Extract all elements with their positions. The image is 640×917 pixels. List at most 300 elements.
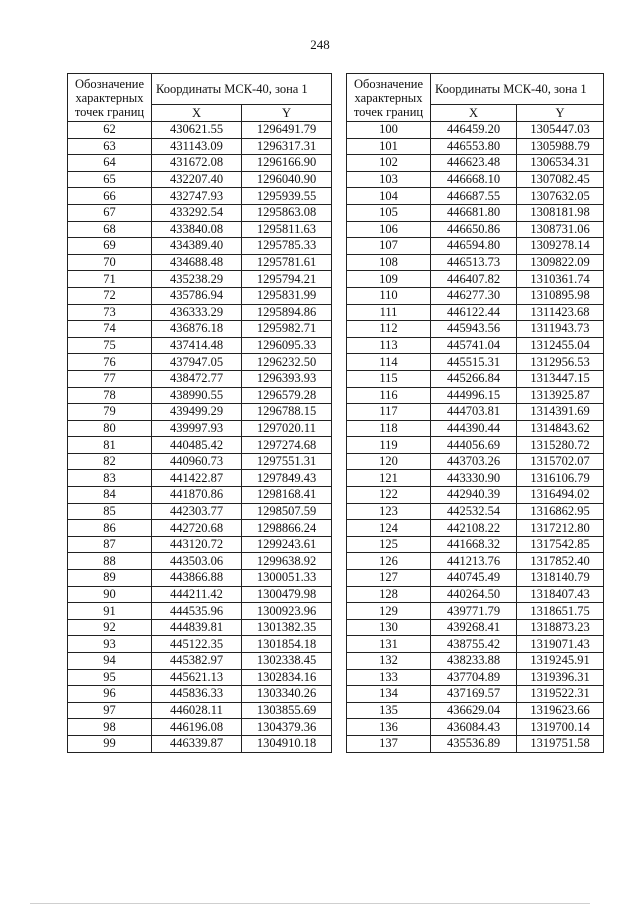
x-cell: 442532.54 [431,503,517,520]
x-cell: 445382.97 [152,653,242,670]
x-cell: 445943.56 [431,321,517,338]
x-cell: 445266.84 [431,370,517,387]
point-id-cell: 78 [68,387,152,404]
table-row [347,122,604,139]
table-row [68,487,332,504]
point-id-cell: 90 [68,586,152,603]
table-row [68,503,332,520]
table-row [68,702,332,719]
point-id-cell: 137 [347,735,431,752]
x-cell: 446339.87 [152,735,242,752]
y-cell: 1318407.43 [517,586,604,603]
x-cell: 446407.82 [431,271,517,288]
point-id-cell: 103 [347,171,431,188]
header-x: X [431,105,517,122]
y-cell: 1295982.71 [242,321,332,338]
x-cell: 446687.55 [431,188,517,205]
table-row [68,669,332,686]
point-id-cell: 83 [68,470,152,487]
y-cell: 1295794.21 [242,271,332,288]
table-row [347,404,604,421]
x-cell: 445621.13 [152,669,242,686]
y-cell: 1298168.41 [242,487,332,504]
point-id-cell: 117 [347,404,431,421]
y-cell: 1295863.08 [242,204,332,221]
point-id-cell: 97 [68,702,152,719]
point-id-cell: 96 [68,686,152,703]
table-row [347,387,604,404]
x-cell: 445122.35 [152,636,242,653]
x-cell: 446553.80 [431,138,517,155]
y-cell: 1317852.40 [517,553,604,570]
y-cell: 1316494.02 [517,487,604,504]
x-cell: 444839.81 [152,619,242,636]
y-cell: 1295785.33 [242,238,332,255]
point-id-cell: 75 [68,337,152,354]
table-row [347,719,604,736]
y-cell: 1296040.90 [242,171,332,188]
y-cell: 1295894.86 [242,304,332,321]
point-id-cell: 136 [347,719,431,736]
table-row [347,453,604,470]
x-cell: 439997.93 [152,420,242,437]
left-table-body [68,122,332,753]
table-row [68,370,332,387]
table-row [347,370,604,387]
x-cell: 446623.48 [431,155,517,172]
x-cell: 435536.89 [431,735,517,752]
point-id-cell: 131 [347,636,431,653]
table-row [347,204,604,221]
coordinates-table-left [67,73,332,753]
table-row [347,271,604,288]
x-cell: 439771.79 [431,603,517,620]
x-cell: 441668.32 [431,536,517,553]
x-cell: 437414.48 [152,337,242,354]
y-cell: 1313925.87 [517,387,604,404]
table-row [347,686,604,703]
point-id-cell: 124 [347,520,431,537]
point-id-cell: 130 [347,619,431,636]
point-id-cell: 108 [347,254,431,271]
point-id-cell: 110 [347,287,431,304]
x-cell: 436629.04 [431,702,517,719]
x-cell: 437169.57 [431,686,517,703]
point-id-cell: 85 [68,503,152,520]
y-cell: 1296166.90 [242,155,332,172]
page-number: 248 [310,37,330,52]
x-cell: 445836.33 [152,686,242,703]
point-id-cell: 71 [68,271,152,288]
x-cell: 446650.86 [431,221,517,238]
point-id-cell: 94 [68,653,152,670]
header-y: Y [242,105,332,122]
point-id-cell: 68 [68,221,152,238]
x-cell: 432747.93 [152,188,242,205]
point-id-cell: 79 [68,404,152,421]
x-cell: 442940.39 [431,487,517,504]
x-cell: 443503.06 [152,553,242,570]
header-coords-group: Координаты МСК-40, зона 1 [431,74,604,105]
table-row [347,503,604,520]
table-row [68,553,332,570]
x-cell: 446196.08 [152,719,242,736]
coordinates-table-right [346,73,604,753]
x-cell: 434688.48 [152,254,242,271]
x-cell: 444211.42 [152,586,242,603]
y-cell: 1297020.11 [242,420,332,437]
table-row [347,171,604,188]
y-cell: 1309822.09 [517,254,604,271]
y-cell: 1311423.68 [517,304,604,321]
point-id-cell: 105 [347,204,431,221]
x-cell: 434389.40 [152,238,242,255]
scan-edge-line [30,903,590,904]
x-cell: 440745.49 [431,570,517,587]
x-cell: 438990.55 [152,387,242,404]
table-row [68,536,332,553]
point-id-cell: 64 [68,155,152,172]
y-cell: 1295781.61 [242,254,332,271]
x-cell: 443120.72 [152,536,242,553]
y-cell: 1312956.53 [517,354,604,371]
y-cell: 1315702.07 [517,453,604,470]
point-id-cell: 118 [347,420,431,437]
y-cell: 1316106.79 [517,470,604,487]
table-row [347,254,604,271]
x-cell: 446594.80 [431,238,517,255]
y-cell: 1303855.69 [242,702,332,719]
table-row [68,204,332,221]
x-cell: 438233.88 [431,653,517,670]
table-row [68,735,332,752]
x-cell: 446513.73 [431,254,517,271]
y-cell: 1319522.31 [517,686,604,703]
table-row [347,287,604,304]
y-cell: 1299243.61 [242,536,332,553]
table-row [68,453,332,470]
y-cell: 1310895.98 [517,287,604,304]
table-row [68,586,332,603]
y-cell: 1318140.79 [517,570,604,587]
table-row [347,437,604,454]
x-cell: 446277.30 [431,287,517,304]
y-cell: 1312455.04 [517,337,604,354]
x-cell: 432207.40 [152,171,242,188]
x-cell: 441422.87 [152,470,242,487]
y-cell: 1302338.45 [242,653,332,670]
table-row [347,702,604,719]
table-row [68,619,332,636]
table-row [68,138,332,155]
table-row [68,337,332,354]
x-cell: 439268.41 [431,619,517,636]
point-id-cell: 100 [347,122,431,139]
y-cell: 1298507.59 [242,503,332,520]
x-cell: 444535.96 [152,603,242,620]
y-cell: 1318651.75 [517,603,604,620]
point-id-cell: 109 [347,271,431,288]
y-cell: 1296232.50 [242,354,332,371]
x-cell: 440960.73 [152,453,242,470]
y-cell: 1307082.45 [517,171,604,188]
x-cell: 442720.68 [152,520,242,537]
table-row [68,437,332,454]
point-id-cell: 65 [68,171,152,188]
point-id-cell: 99 [68,735,152,752]
x-cell: 446668.10 [431,171,517,188]
table-row [68,686,332,703]
table-row [68,221,332,238]
point-id-cell: 112 [347,321,431,338]
y-cell: 1319751.58 [517,735,604,752]
point-id-cell: 80 [68,420,152,437]
x-cell: 444056.69 [431,437,517,454]
y-cell: 1296579.28 [242,387,332,404]
y-cell: 1305447.03 [517,122,604,139]
table-row [347,653,604,670]
y-cell: 1313447.15 [517,370,604,387]
point-id-cell: 133 [347,669,431,686]
x-cell: 437704.89 [431,669,517,686]
point-id-cell: 129 [347,603,431,620]
point-id-cell: 88 [68,553,152,570]
point-id-cell: 126 [347,553,431,570]
y-cell: 1295939.55 [242,188,332,205]
y-cell: 1314843.62 [517,420,604,437]
y-cell: 1307632.05 [517,188,604,205]
table-row [347,188,604,205]
y-cell: 1316862.95 [517,503,604,520]
table-row [347,487,604,504]
y-cell: 1302834.16 [242,669,332,686]
y-cell: 1306534.31 [517,155,604,172]
point-id-cell: 69 [68,238,152,255]
x-cell: 443866.88 [152,570,242,587]
table-row [347,553,604,570]
y-cell: 1299638.92 [242,553,332,570]
table-row [68,155,332,172]
x-cell: 436084.43 [431,719,517,736]
x-cell: 442303.77 [152,503,242,520]
table-row [68,719,332,736]
y-cell: 1298866.24 [242,520,332,537]
table-row [68,636,332,653]
y-cell: 1309278.14 [517,238,604,255]
y-cell: 1305988.79 [517,138,604,155]
y-cell: 1296788.15 [242,404,332,421]
y-cell: 1303340.26 [242,686,332,703]
x-cell: 446459.20 [431,122,517,139]
y-cell: 1319623.66 [517,702,604,719]
point-id-cell: 115 [347,370,431,387]
table-row [347,520,604,537]
table-row [347,470,604,487]
point-id-cell: 82 [68,453,152,470]
x-cell: 446122.44 [431,304,517,321]
y-cell: 1297274.68 [242,437,332,454]
table-row [347,155,604,172]
y-cell: 1317212.80 [517,520,604,537]
table-row [347,354,604,371]
y-cell: 1297551.31 [242,453,332,470]
x-cell: 437947.05 [152,354,242,371]
table-row [68,122,332,139]
table-row [347,586,604,603]
y-cell: 1296393.93 [242,370,332,387]
point-id-cell: 92 [68,619,152,636]
point-id-cell: 63 [68,138,152,155]
table-row [347,570,604,587]
y-cell: 1311943.73 [517,321,604,338]
y-cell: 1301854.18 [242,636,332,653]
x-cell: 433840.08 [152,221,242,238]
x-cell: 445741.04 [431,337,517,354]
y-cell: 1304910.18 [242,735,332,752]
y-cell: 1295831.99 [242,287,332,304]
table-row [68,570,332,587]
y-cell: 1301382.35 [242,619,332,636]
point-id-cell: 134 [347,686,431,703]
point-id-cell: 70 [68,254,152,271]
point-id-cell: 135 [347,702,431,719]
y-cell: 1315280.72 [517,437,604,454]
x-cell: 436876.18 [152,321,242,338]
y-cell: 1300051.33 [242,570,332,587]
x-cell: 438755.42 [431,636,517,653]
y-cell: 1319700.14 [517,719,604,736]
table-row [68,653,332,670]
point-id-cell: 74 [68,321,152,338]
table-row [68,287,332,304]
y-cell: 1304379.36 [242,719,332,736]
table-row [68,188,332,205]
y-cell: 1296095.33 [242,337,332,354]
point-id-cell: 73 [68,304,152,321]
y-cell: 1314391.69 [517,404,604,421]
table-row [347,636,604,653]
point-id-cell: 62 [68,122,152,139]
x-cell: 431672.08 [152,155,242,172]
x-cell: 444390.44 [431,420,517,437]
point-id-cell: 84 [68,487,152,504]
y-cell: 1296317.31 [242,138,332,155]
table-row [68,520,332,537]
table-row [68,603,332,620]
x-cell: 435786.94 [152,287,242,304]
point-id-cell: 116 [347,387,431,404]
point-id-cell: 114 [347,354,431,371]
point-id-cell: 123 [347,503,431,520]
header-x: X [152,105,242,122]
table-row [347,603,604,620]
y-cell: 1308181.98 [517,204,604,221]
y-cell: 1310361.74 [517,271,604,288]
table-row [347,304,604,321]
x-cell: 436333.29 [152,304,242,321]
table-row [68,354,332,371]
point-id-cell: 91 [68,603,152,620]
y-cell: 1295811.63 [242,221,332,238]
table-row [68,238,332,255]
point-id-cell: 89 [68,570,152,587]
x-cell: 433292.54 [152,204,242,221]
point-id-cell: 127 [347,570,431,587]
point-id-cell: 119 [347,437,431,454]
table-row [68,321,332,338]
x-cell: 446681.80 [431,204,517,221]
x-cell: 445515.31 [431,354,517,371]
point-id-cell: 102 [347,155,431,172]
y-cell: 1296491.79 [242,122,332,139]
x-cell: 443703.26 [431,453,517,470]
y-cell: 1319071.43 [517,636,604,653]
x-cell: 435238.29 [152,271,242,288]
point-id-cell: 121 [347,470,431,487]
table-row [68,420,332,437]
y-cell: 1300479.98 [242,586,332,603]
table-row [347,669,604,686]
y-cell: 1300923.96 [242,603,332,620]
point-id-cell: 132 [347,653,431,670]
table-row [347,238,604,255]
table-row [347,420,604,437]
x-cell: 430621.55 [152,122,242,139]
header-y: Y [517,105,604,122]
x-cell: 444996.15 [431,387,517,404]
table-row [347,619,604,636]
x-cell: 439499.29 [152,404,242,421]
y-cell: 1319396.31 [517,669,604,686]
point-id-cell: 122 [347,487,431,504]
table-row [68,404,332,421]
y-cell: 1297849.43 [242,470,332,487]
point-id-cell: 86 [68,520,152,537]
table-row [68,254,332,271]
point-id-cell: 95 [68,669,152,686]
x-cell: 443330.90 [431,470,517,487]
point-id-cell: 98 [68,719,152,736]
table-row [347,536,604,553]
point-id-cell: 77 [68,370,152,387]
point-id-cell: 107 [347,238,431,255]
point-id-cell: 120 [347,453,431,470]
header-designation: Обозначение характерных точек границ [68,74,152,122]
x-cell: 441213.76 [431,553,517,570]
point-id-cell: 76 [68,354,152,371]
header-designation: Обозначение характерных точек границ [347,74,431,122]
right-table-body [347,122,604,753]
x-cell: 431143.09 [152,138,242,155]
point-id-cell: 113 [347,337,431,354]
table-row [68,470,332,487]
x-cell: 441870.86 [152,487,242,504]
point-id-cell: 66 [68,188,152,205]
point-id-cell: 125 [347,536,431,553]
point-id-cell: 93 [68,636,152,653]
point-id-cell: 104 [347,188,431,205]
point-id-cell: 111 [347,304,431,321]
table-row [68,304,332,321]
point-id-cell: 87 [68,536,152,553]
y-cell: 1319245.91 [517,653,604,670]
table-row [347,337,604,354]
table-row [68,387,332,404]
x-cell: 438472.77 [152,370,242,387]
table-row [68,171,332,188]
x-cell: 440264.50 [431,586,517,603]
point-id-cell: 67 [68,204,152,221]
